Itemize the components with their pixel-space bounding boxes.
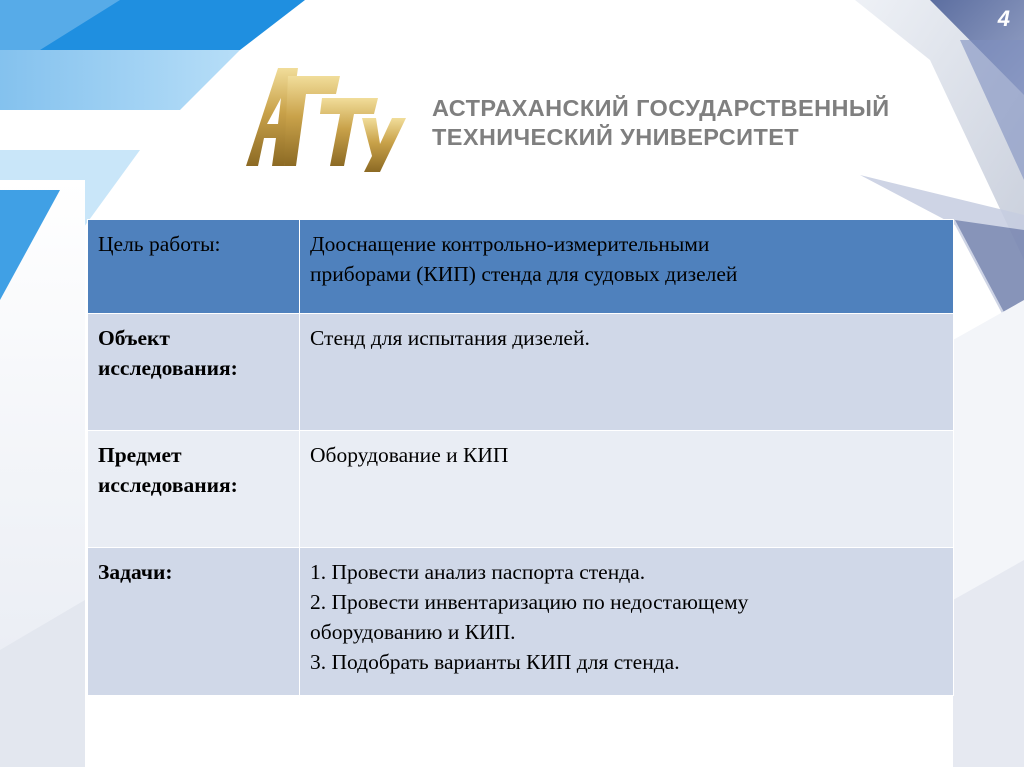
subject-label: Предмет исследования: <box>88 431 300 548</box>
tasks-value <box>300 548 954 696</box>
research-info-table <box>87 219 954 696</box>
tasks-label: Задачи: <box>88 548 300 696</box>
task-item: 1. Провести анализ паспорта стенда. <box>310 560 646 584</box>
table-row-subject <box>88 431 954 548</box>
university-name-line2: ТЕХНИЧЕСКИЙ УНИВЕРСИТЕТ <box>432 124 800 150</box>
goal-label: Цель работы: <box>88 220 300 314</box>
object-label: Объект исследования: <box>88 314 300 431</box>
object-value: Стенд для испытания дизелей. <box>300 314 954 431</box>
task-item: оборудованию и КИП. <box>310 620 516 644</box>
table-row-goal <box>88 220 954 314</box>
task-item: 3. Подобрать варианты КИП для стенда. <box>310 650 680 674</box>
table-row-tasks <box>88 548 954 696</box>
task-item: 2. Провести инвентаризацию по недостающему <box>310 590 749 614</box>
subject-value: Оборудование и КИП <box>300 431 954 548</box>
university-name <box>432 94 890 152</box>
goal-value <box>300 220 954 314</box>
page-number: 4 <box>997 6 1010 31</box>
goal-value-line1: Дооснащение контрольно-измерительными <box>310 232 710 256</box>
university-name-line1: АСТРАХАНСКИЙ ГОСУДАРСТВЕННЫЙ <box>432 95 890 121</box>
table-row-object <box>88 314 954 431</box>
university-logo <box>240 60 408 178</box>
goal-value-line2: приборами (КИП) стенда для судовых дизелей <box>310 262 738 286</box>
